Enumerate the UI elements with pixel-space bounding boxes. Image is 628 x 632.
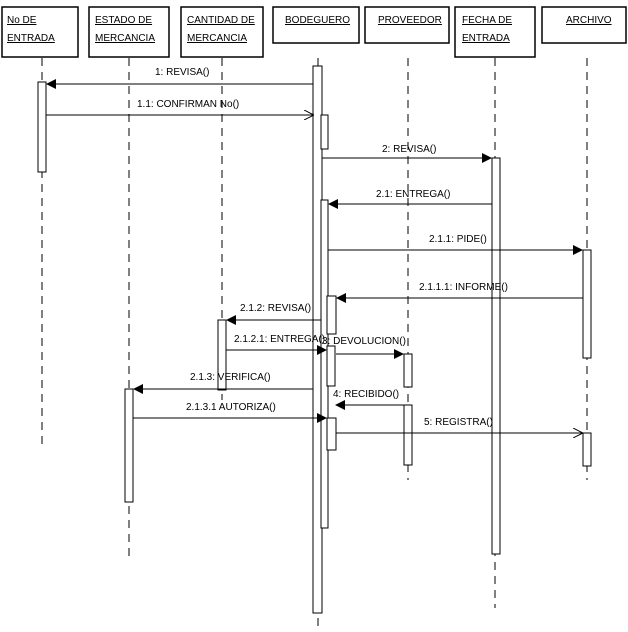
message-label-2-1-3-1: 2.1.3.1 AUTORIZA() [186, 402, 276, 413]
message-label-2-1-1-1: 2.1.1.1: INFORME() [419, 282, 508, 293]
object-label-proveedor: PROVEEDOR [378, 15, 442, 26]
message-label-2-1: 2.1: ENTREGA() [376, 189, 451, 200]
activation-bodeguero-4 [327, 296, 336, 334]
object-label-estado-1: ESTADO DE [95, 15, 153, 26]
object-label-fecha-2: ENTRADA [462, 33, 510, 44]
activation-bodeguero-6 [327, 418, 336, 450]
message-label-2-1-2: 2.1.2: REVISA() [240, 303, 312, 314]
message-label-1: 1: REVISA() [155, 67, 210, 78]
message-label-4: 4: RECIBIDO() [333, 389, 400, 400]
object-label-bodeguero: BODEGUERO [285, 15, 351, 26]
message-label-2-1-2-1: 2.1.2.1: ENTREGA() [234, 334, 326, 345]
message-label-3: 3: DEVOLUCION() [322, 336, 406, 347]
activation-bodeguero-2 [321, 115, 328, 149]
activation-estado [125, 389, 133, 502]
object-label-cantidad-1: CANTIDAD DE [187, 15, 255, 26]
message-label-1-1: 1.1: CONFIRMAN No() [137, 99, 240, 110]
object-label-estado-2: MERCANCIA [95, 33, 156, 44]
message-label-5: 5: REGISTRA() [424, 417, 493, 428]
activation-bodeguero-5 [327, 346, 335, 386]
activation-archivo [583, 250, 591, 358]
object-label-entrada-1: No DE [7, 15, 37, 26]
message-label-2-1-3: 2.1.3: VERIFICA() [190, 372, 271, 383]
object-label-archivo: ARCHIVO [566, 15, 612, 26]
activation-fecha [492, 158, 500, 554]
object-label-entrada-2: ENTRADA [7, 33, 55, 44]
message-label-2-1-1: 2.1.1: PIDE() [429, 234, 487, 245]
object-label-cantidad-2: MERCANCIA [187, 33, 248, 44]
message-label-2: 2: REVISA() [382, 144, 437, 155]
activation-entrada [38, 82, 46, 172]
activation-proveedor [404, 354, 412, 387]
activation-archivo-2 [583, 433, 591, 466]
object-label-fecha-1: FECHA DE [462, 15, 513, 26]
activation-proveedor-2 [404, 405, 412, 465]
